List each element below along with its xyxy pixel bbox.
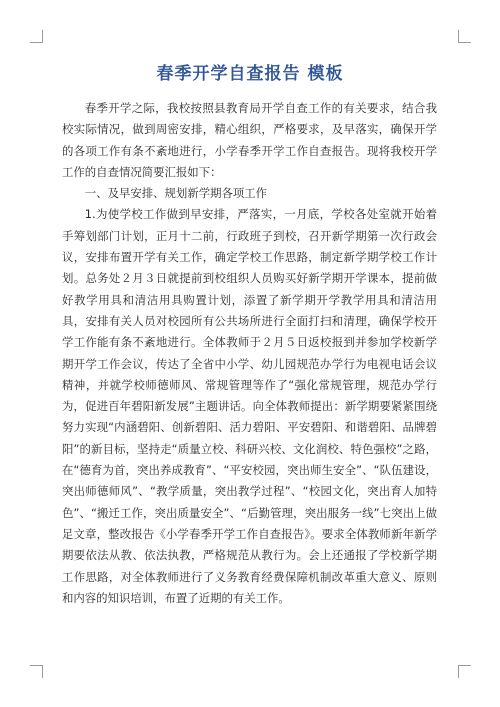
crop-mark-bottom-right	[458, 665, 471, 678]
crop-mark-top-right	[458, 30, 471, 43]
document-title: 春季开学自查报告 模板	[156, 64, 344, 84]
intro-paragraph: 春季开学之际，我校按照县教育局开学自查工作的有关要求，结合我校实际情况，做到周密安排，精心组织，严格要求，及早落实，确保开学的各项工作有条不紊地进行，小学春季开学工作自查报告。现将我校开学工作的自查情况简要汇报如下：	[62, 101, 437, 179]
section-heading: 一、及早安排、规划新学期各项工作	[84, 186, 268, 201]
document-body	[62, 98, 437, 609]
crop-mark-bottom-left	[30, 665, 43, 678]
body-paragraph: 1.为使学校工作做到早安排，严落实，一月底，学校各处室就开始着手筹划部门计划，正月十二前，行政班子到校，召开新学期第一次行政会议，安排布置开学有关工作，确定学校工作思路，制定新学期学校工作计划。总务处２月３日就提前到校组织人员购买好新学期开学课本，提前做好教学用具和清洁用具购置计划，添置了新学期开学教学用具和清洁用具，安排有关人员对校园所有公共场所进行全面打扫和清理，确保学校开学工作能有条不紊地进行。全体教师于２月５日返校报到并参加学校新学期开学工作会议，传达了全省中小学、幼儿园规范办学行为电视电话会议精神，并就学校师德师风、常规管理等作了“强化常规管理，规范办学行为，促进百年碧阳新发展”主题讲话。向全体教师提出：新学期要紧紧围绕努力实现“内涵碧阳、创新碧阳、活力碧阳、平安碧阳、和谐碧阳、品牌碧阳”的新目标，坚持走“质量立校、科研兴校、文化润校、特色强校”之路，在“德育为首，突出养成教育”、“平安校园，突出师生安全”、“队伍建设，突出师德师风”、“教学质量，突出教学过程”、“校园文化，突出育人加特色”、“搬迁工作，突出质量安全”、“后勤管理，突出服务一线”七突出上做足文章，整改报告《小学春季开学工作自查报告》。要求全体教师新年新学期要依法从教、依法执教，严格规范从教行为。会上还通报了学校新学期工作思路，对全体教师进行了义务教育经费保障机制改革重大意义、原则和内容的知识培训，布置了近期的有关工作。	[62, 207, 437, 605]
crop-mark-top-left	[30, 30, 43, 43]
